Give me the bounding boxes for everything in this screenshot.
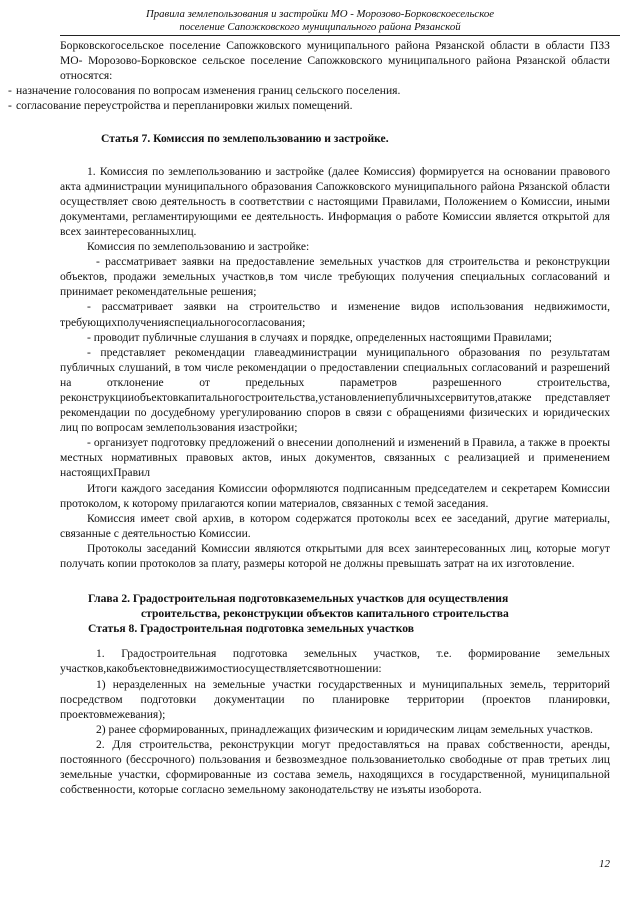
- chapter-2-heading: [60, 591, 610, 636]
- list-item-text: назначение голосования по вопросам изменения границ сельского поселения.: [16, 84, 401, 98]
- commission-duty: - проводит публичные слушания в случаях и порядке, определенных настоящими Правилами;: [87, 330, 553, 344]
- article-7-paragraph-2: Комиссия по землепользованию и застройке:: [87, 240, 310, 254]
- chapter-2-title-line-2: строительства, реконструкции объектов капитального строительства: [141, 607, 509, 621]
- bullet-dash: -: [8, 84, 12, 98]
- chapter-2-title-line-1: Глава 2. Градостроительная подготовказемельных участков для осуществления: [88, 592, 509, 606]
- article-7-paragraph-4: Комиссия имеет свой архив, в котором содержатся протоколы всех ее заседаний, другие материалы, связанные с деятельностью Комиссии.: [60, 511, 610, 540]
- article-7-paragraph-5: Протоколы заседаний Комиссии являются открытыми для всех заинтересованных лиц, которые могут получать копии протоколов за плату, размеры которой не должны превышать затрат на их изготовление.: [60, 541, 610, 570]
- list-item: [8, 98, 610, 113]
- intro-list: [8, 83, 610, 113]
- page-number: 12: [599, 858, 610, 870]
- intro-paragraph: Борковскогосельское поселение Сапожковского муниципального района Рязанской области в области ПЗЗ МО- Морозово-Борковское сельское поселение Сапожковского муниципального района Рязанской области относятся:: [60, 39, 610, 83]
- article-7-paragraph-3: Итоги каждого заседания Комиссии оформляются подписанным председателем и секретарем Комиссии протоколом, к которому прилагаются копии материалов, связанных с темой заседания.: [60, 481, 610, 510]
- article-8-item-2: 2) ранее сформированных, принадлежащих физическим и юридическим лицам земельных участков.: [96, 722, 593, 736]
- commission-duty: - организует подготовку предложений о внесении дополнений и изменений в Правила, а также в проекты местных нормативных правовых актов, иных документов, связанных с реализацией и применением настоящихПравил: [60, 436, 610, 480]
- article-7-title: Статья 7. Комиссия по землепользованию и застройке.: [101, 132, 389, 146]
- commission-duty: - рассматривает заявки на строительство и изменение видов использования недвижимости, требующихполученияспециальногосогласования;: [60, 300, 610, 329]
- article-8-paragraph-1: 1. Градостроительная подготовка земельных участков, т.е. формирование земельных участков,какобъектовнедвижимостиосуществляетсявотношении:: [60, 647, 610, 676]
- list-item: [8, 83, 610, 98]
- header-line-1: Правила землепользования и застройки МО - Морозово-Борковскоесельское: [145, 8, 495, 20]
- article-8-item-1: 1) неразделенных на земельные участки государственных и муниципальных земель, территорий посредством подготовки документации по планировке территории (проектов планировки, проектовмежевания);: [60, 677, 610, 721]
- commission-duty: - рассматривает заявки на предоставление земельных участков для строительства и реконструкции объектов, продажи земельных участков,в том числе требующих получения специальных согласований и принимает рекомендательные решения;: [60, 255, 610, 299]
- spacer: [60, 636, 610, 646]
- document-body: [8, 38, 610, 797]
- header-line-2: поселение Сапожковского муниципального района Рязанской: [179, 20, 461, 33]
- commission-duty: - представляет рекомендации главеадминистрации муниципального образования по результатам публичных слушаний, в том числе рекомендации о предоставлении специальных согласований и разрешений на отклонение от предельных параметров разрешенного строительства, реконструкцииобъектовкапитальногостроительства,установлениепубличныхсервитутов,атакже представляет рекомендации по досудебному урегулированию споров в связи с обращениями физических и юридических лиц по вопросам землепользования изастройки;: [60, 345, 610, 435]
- bullet-dash: -: [8, 99, 12, 113]
- header-divider: [60, 35, 620, 36]
- list-item-text: согласование переустройства и перепланировки жилых помещений.: [16, 99, 353, 113]
- article-8-paragraph-2: 2. Для строительства, реконструкции могут предоставляться на правах собственности, аренды, постоянного (бессрочного) пользования и безвозмездное пользованиетолько свободные от прав третьих лиц земельные участки, сформированные из состава земель, находящихся в государственной, муниципальной собственности, которые согласно земельному законодательству не изъяты изоборота.: [60, 737, 610, 797]
- article-7-paragraph-1: 1. Комиссия по землепользованию и застройке (далее Комиссия) формируется на основании правового акта администрации муниципального образования Сапожковского муниципального района Рязанской области осуществляет свою деятельность в соответствии с настоящими Правилами, Положением о Комиссии, иными документами, регламентирующими ее деятельность. Информация о работе Комиссии является открытой для всех заинтересованныхлиц.: [60, 164, 610, 238]
- running-header: [60, 8, 580, 33]
- article-8-title: Статья 8. Градостроительная подготовка земельных участков: [88, 622, 415, 636]
